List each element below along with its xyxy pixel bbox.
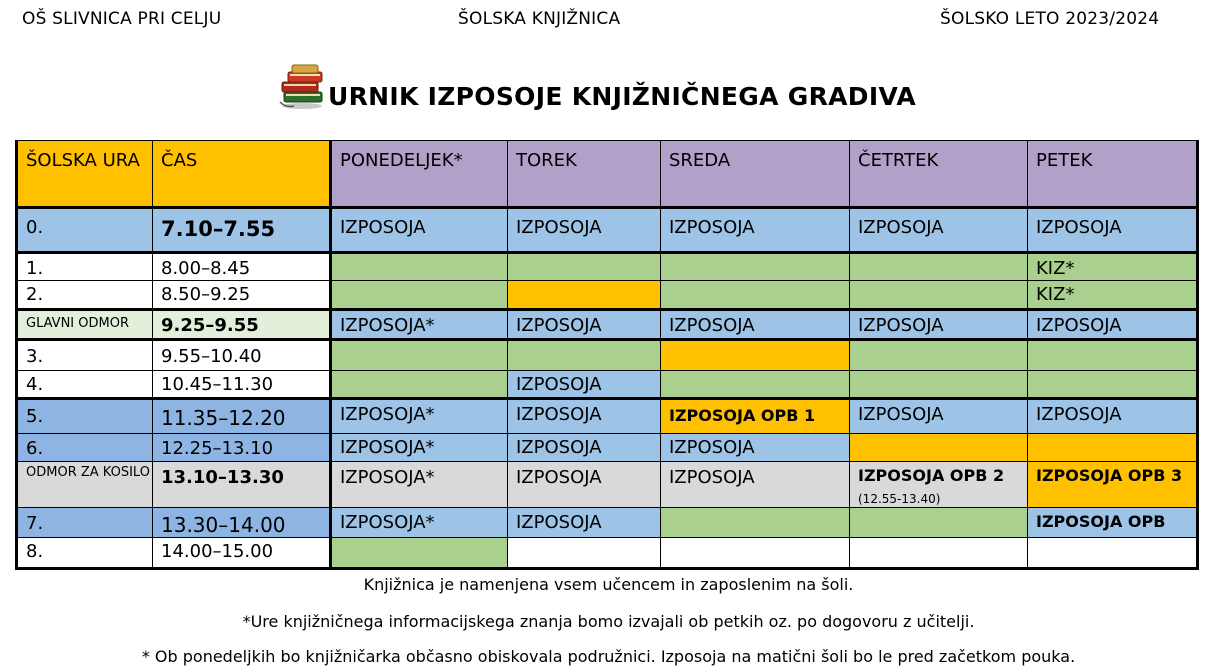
cell-thu: IZPOSOJA [850, 208, 1028, 253]
cell-thu: IZPOSOJA [850, 399, 1028, 434]
cell-fri: IZPOSOJA [1028, 208, 1198, 253]
opb-time-note: (12.55-13.40) [858, 492, 941, 507]
opb-label: IZPOSOJA OPB 2 [858, 466, 1005, 486]
header-ura: ŠOLSKA URA [17, 141, 153, 208]
header-mon: PONEDELJEK* [331, 141, 508, 208]
cell-wed: IZPOSOJA [661, 208, 850, 253]
footer-note-3: * Ob ponedeljkih bo knjižničarka občasno obiskovala podružnici. Izposoja na matični šoli bo le pred začetkom pouka. [141, 647, 1076, 666]
cell-thu [850, 433, 1028, 461]
title-row [0, 62, 1217, 118]
cell-mon [331, 281, 508, 309]
cell-cas: 13.10–13.30 [153, 462, 331, 508]
cell-cas: 10.45–11.30 [153, 370, 331, 398]
school-year: ŠOLSKO LETO 2023/2024 [940, 9, 1160, 29]
table-row [17, 340, 1198, 370]
cell-tue [508, 252, 661, 280]
library-name: ŠOLSKA KNJIŽNICA [458, 9, 621, 29]
cell-tue: IZPOSOJA [508, 399, 661, 434]
cell-tue: IZPOSOJA [508, 370, 661, 398]
table-row [17, 538, 1198, 569]
table-row [17, 462, 1198, 508]
footer-note-2: *Ure knjižničnega informacijskega znanja bomo izvajali ob petkih oz. po dogovoru z učitelji. [242, 612, 975, 631]
cell-ura: GLAVNI ODMOR [17, 309, 153, 339]
cell-tue: IZPOSOJA [508, 507, 661, 537]
cell-wed [661, 370, 850, 398]
cell-tue [508, 340, 661, 370]
cell-mon: IZPOSOJA* [331, 399, 508, 434]
header-cas: ČAS [153, 141, 331, 208]
cell-cas: 9.55–10.40 [153, 340, 331, 370]
cell-mon [331, 340, 508, 370]
header-fri: PETEK [1028, 141, 1198, 208]
footer-note-1: Knjižnica je namenjena vsem učencem in zaposlenim na šoli. [363, 575, 854, 594]
cell-cas: 14.00–15.00 [153, 538, 331, 569]
cell-ura: 7. [17, 507, 153, 537]
header-tue: TOREK [508, 141, 661, 208]
cell-fri: IZPOSOJA [1028, 399, 1198, 434]
cell-wed [661, 399, 850, 434]
cell-mon [331, 370, 508, 398]
cell-fri [1028, 507, 1198, 537]
cell-fri [1028, 370, 1198, 398]
page-title: URNIK IZPOSOJE KNJIŽNIČNEGA GRADIVA [328, 82, 917, 111]
cell-fri [1028, 538, 1198, 569]
schedule-table [15, 140, 1199, 570]
cell-tue [508, 538, 661, 569]
cell-thu [850, 340, 1028, 370]
cell-wed [661, 538, 850, 569]
cell-thu [850, 462, 1028, 508]
cell-wed: IZPOSOJA [661, 462, 850, 508]
cell-fri: KIZ* [1028, 252, 1198, 280]
cell-mon [331, 252, 508, 280]
cell-fri: IZPOSOJA [1028, 309, 1198, 339]
cell-ura: 8. [17, 538, 153, 569]
cell-mon [331, 538, 508, 569]
cell-mon: IZPOSOJA* [331, 309, 508, 339]
cell-thu [850, 370, 1028, 398]
opb-label: IZPOSOJA OPB [1036, 511, 1166, 531]
header-wed: SREDA [661, 141, 850, 208]
table-row [17, 281, 1198, 309]
cell-mon: IZPOSOJA [331, 208, 508, 253]
cell-tue: IZPOSOJA [508, 208, 661, 253]
cell-ura: 2. [17, 281, 153, 309]
table-row [17, 208, 1198, 253]
cell-cas: 8.50–9.25 [153, 281, 331, 309]
cell-cas: 8.00–8.45 [153, 252, 331, 280]
cell-tue [508, 281, 661, 309]
cell-wed [661, 507, 850, 537]
cell-ura: 1. [17, 252, 153, 280]
cell-cas: 12.25–13.10 [153, 433, 331, 461]
cell-thu [850, 538, 1028, 569]
table-row [17, 507, 1198, 537]
table-row [17, 370, 1198, 398]
cell-cas: 9.25–9.55 [153, 309, 331, 339]
cell-wed [661, 340, 850, 370]
cell-fri: KIZ* [1028, 281, 1198, 309]
school-name: OŠ SLIVNICA PRI CELJU [22, 9, 222, 29]
cell-mon: IZPOSOJA* [331, 507, 508, 537]
cell-thu [850, 507, 1028, 537]
opb-label: IZPOSOJA OPB 3 [1036, 466, 1183, 486]
cell-ura: 5. [17, 399, 153, 434]
header-thu: ČETRTEK [850, 141, 1028, 208]
table-row [17, 252, 1198, 280]
cell-thu [850, 252, 1028, 280]
table-header-row [17, 141, 1198, 208]
cell-ura: 3. [17, 340, 153, 370]
cell-wed [661, 281, 850, 309]
opb-label: IZPOSOJA OPB 1 [669, 406, 816, 426]
cell-ura: 0. [17, 208, 153, 253]
cell-cas: 7.10–7.55 [153, 208, 331, 253]
cell-wed [661, 252, 850, 280]
cell-wed: IZPOSOJA [661, 309, 850, 339]
cell-fri [1028, 433, 1198, 461]
cell-fri [1028, 340, 1198, 370]
books-icon [276, 62, 328, 110]
cell-cas: 11.35–12.20 [153, 399, 331, 434]
cell-fri [1028, 462, 1198, 508]
table-row [17, 309, 1198, 339]
cell-mon: IZPOSOJA* [331, 433, 508, 461]
cell-ura: ODMOR ZA KOSILO [17, 462, 153, 508]
cell-wed: IZPOSOJA [661, 433, 850, 461]
cell-ura: 4. [17, 370, 153, 398]
cell-cas: 13.30–14.00 [153, 507, 331, 537]
cell-tue: IZPOSOJA [508, 309, 661, 339]
cell-tue: IZPOSOJA [508, 462, 661, 508]
table-row [17, 433, 1198, 461]
table-row [17, 399, 1198, 434]
cell-thu: IZPOSOJA [850, 309, 1028, 339]
cell-tue: IZPOSOJA [508, 433, 661, 461]
cell-ura: 6. [17, 433, 153, 461]
cell-mon: IZPOSOJA* [331, 462, 508, 508]
cell-thu [850, 281, 1028, 309]
